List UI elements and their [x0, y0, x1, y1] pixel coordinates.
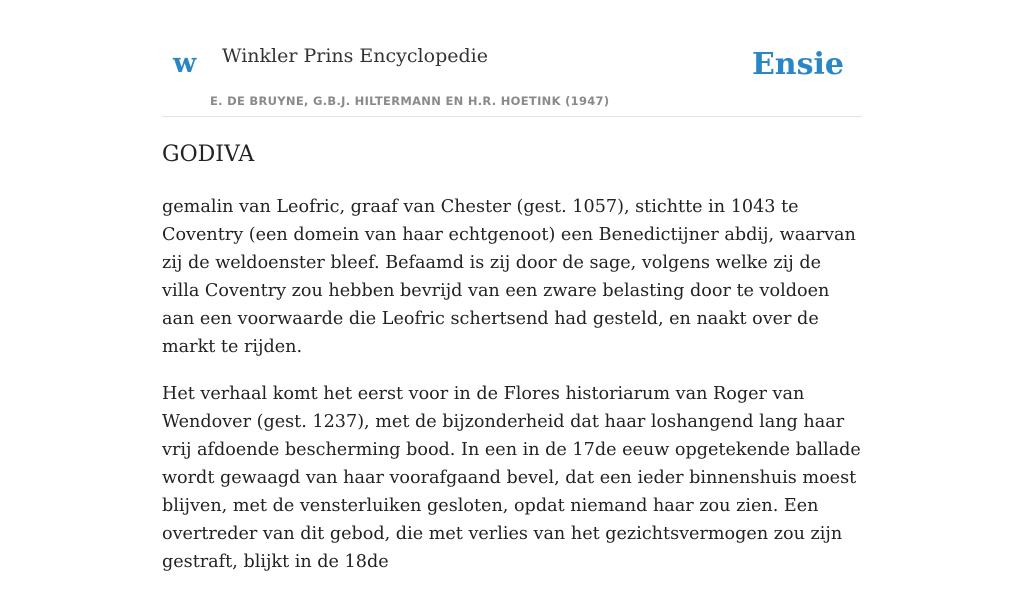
article-title: GODIVA [162, 142, 255, 167]
page-header [162, 0, 862, 117]
article-paragraph-1: gemalin van Leofric, graaf van Chester (gest. 1057), stichtte in 1043 te Coventry (een domein van haar echtgenoot) een Benedictijner abdij, waarvan zij de weldoenster bleef. Befaamd is zij door de sage, volgens welke zij de villa Coventry zou hebben bevrijd van een zware belasting door te voldoen aan een voorwaarde die Leofric schertsend had gesteld, en naakt over de markt te rijden. [162, 197, 856, 357]
source-logo[interactable]: w [173, 48, 197, 79]
article [162, 138, 862, 595]
article-paragraph-2: Het verhaal komt het eerst voor in de Flores historiarum van Roger van Wendover (gest. 1237), met de bijzonderheid dat haar loshangend lang haar vrij afdoende bescherming bood. In een in de 17de eeuw opgetekende ballade wordt gewaagd van haar voorafgaand bevel, dat een ieder binnenshuis moest blijven, met de vensterluiken gesloten, opdat niemand haar zou zien. Een overtreder van dit gebod, die met verlies van het gezichtsvermogen zou zijn gestraft, blijkt in de 18de [162, 384, 861, 572]
source-title[interactable]: Winkler Prins Encyclopedie [222, 45, 488, 67]
source-authors: E. DE BRUYNE, G.B.J. HILTERMANN EN H.R. HOETINK (1947) [210, 94, 610, 108]
brand-logo[interactable]: Ensie [751, 47, 844, 82]
